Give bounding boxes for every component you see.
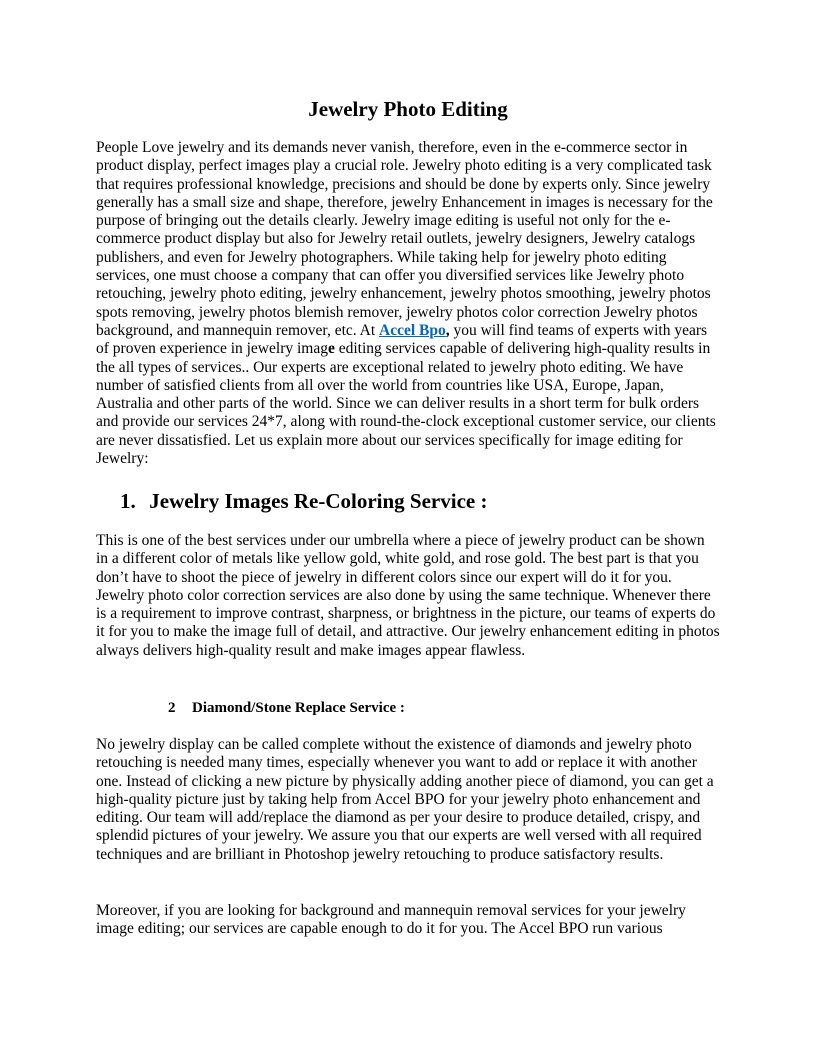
page-title: Jewelry Photo Editing	[308, 97, 508, 121]
section-1-heading	[120, 488, 740, 514]
section-2-heading-text: Diamond/Stone Replace Service :	[192, 700, 405, 716]
section-1-number: 1.	[120, 489, 136, 513]
intro-paragraph	[96, 139, 720, 468]
intro-comma: ,	[445, 321, 450, 339]
accel-bpo-link[interactable]: Accel Bpo	[379, 321, 446, 339]
section-2-heading	[168, 699, 728, 717]
section-1-paragraph: This is one of the best services under our umbrella where a piece of jewelry product can be shown in a different color of metals like yellow gold, white gold, and rose gold. The best part is that you don’t have to shoot the piece of jewelry in different colors since our expert will do it for you. Jewelry photo color correction services are also done by using the same technique. Whenever there is a requirement to improve contrast, sharpness, or brightness in the picture, our teams of experts do it for you to make the image full of detail, and attractive. Our jewelry enhancement editing in photos always delivers high-quality result and make images appear flawless.	[96, 532, 720, 659]
section-2-paragraph: No jewelry display can be called complete without the existence of diamonds and jewelry photo retouching is needed many times, especially whenever you want to add or replace it with another one. Instead of clicking a new picture by physically adding another piece of diamond, you can get a high-quality picture just by taking help from Accel BPO for your jewelry photo enhancement and editing. Our team will add/replace the diamond as per your desire to produce detailed, crispy, and splendid pictures of your jewelry. We assure you that our experts are well versed with all required techniques and are brilliant in Photoshop jewelry retouching to produce satisfactory results.	[96, 736, 714, 863]
section-2-moreover-paragraph: Moreover, if you are looking for background and mannequin removal services for your jewelry image editing; our services are capable enough to do it for you. The Accel BPO run various	[96, 902, 686, 938]
intro-bold-letter: e	[327, 340, 335, 358]
intro-text-end: editing services capable of delivering high-quality results in the all types of services.. Our experts are exceptional related to jewelry photo editing. We have number of satisfied clients from all over the world from countries like USA, Europe, Japan, Australia and other parts of the world. Since we can deliver results in a short term for bulk orders and provide our services 24*7, along with round-the-clock exceptional customer service, our clients are never dissatisfied. Let us explain more about our services specifically for image editing for Jewelry:	[96, 340, 716, 468]
intro-text-start: People Love jewelry and its demands never vanish, therefore, even in the e-commerce sector in product display, perfect images play a crucial role. Jewelry photo editing is a very complicated task that requires professional knowledge, precisions and should be done by experts only. Since jewelry generally has a small size and shape, therefore, jewelry Enhancement in images is necessary for the purpose of bringing out the details clearly. Jewelry image editing is useful not only for the e-commerce product display but also for Jewelry retail outlets, jewelry designers, Jewelry catalogs publishers, and even for Jewelry photographers. While taking help for jewelry photo editing services, one must choose a company that can offer you diversified services like Jewelry photo retouching, jewelry photo editing, jewelry enhancement, jewelry photos smoothing, jewelry photos spots removing, jewelry photos blemish remover, jewelry photos color correction Jewelry photos background, and mannequin remover, etc. At	[96, 139, 713, 339]
section-1-heading-text: Jewelry Images Re-Coloring Service :	[149, 489, 488, 513]
intro-text-middle: you will find teams of experts with years of proven experience in jewelry imag	[96, 321, 708, 358]
section-2-number: 2	[168, 700, 176, 716]
